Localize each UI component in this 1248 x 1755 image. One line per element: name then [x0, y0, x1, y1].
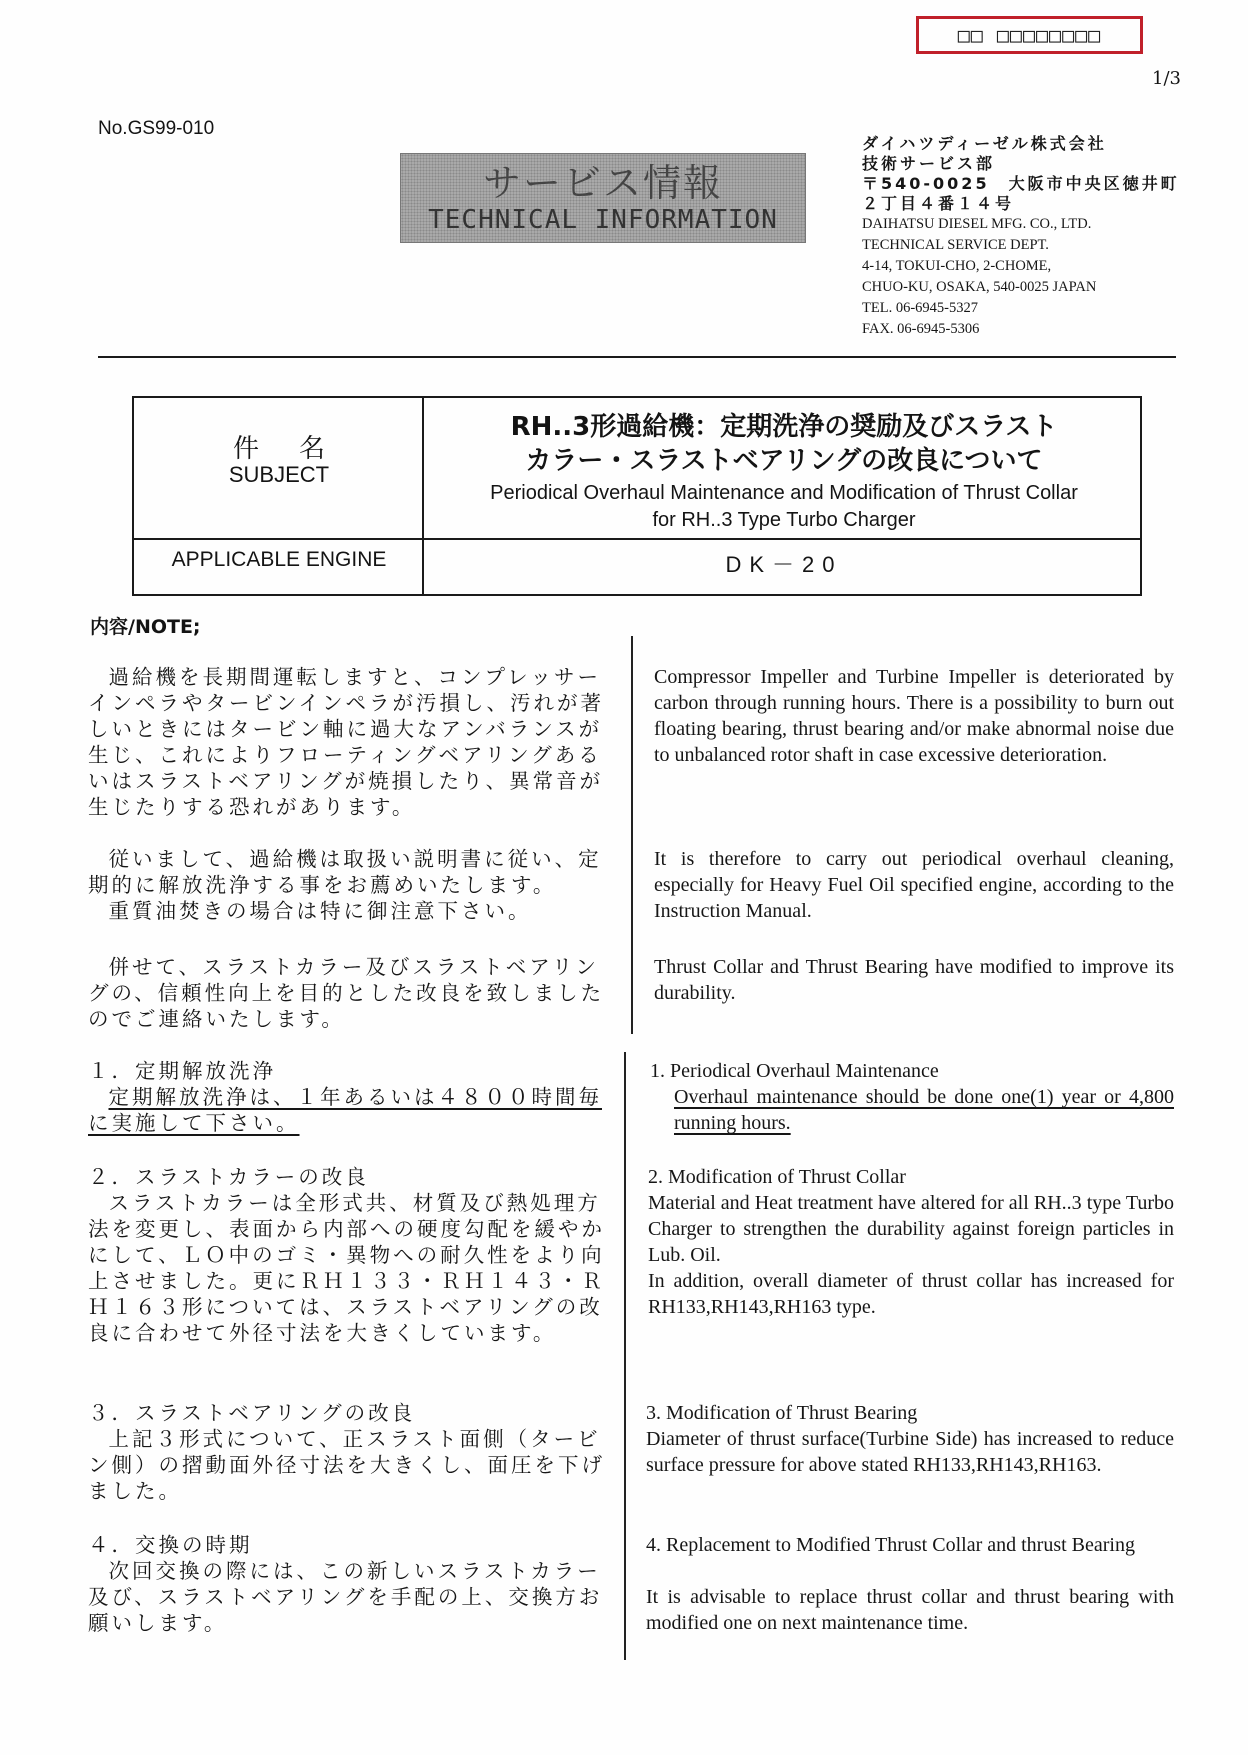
intro-jp-para-4: 併せて、スラストカラー及びスラストベアリングの、信頼性向上を目的とした改良を致しましたのでご連絡いたします。 [88, 955, 605, 1031]
section-1-body-en: Overhaul maintenance should be done one(1) year or 4,800 running hours. [674, 1086, 1174, 1134]
section-3-heading-en: 3. Modification of Thrust Bearing [646, 1402, 918, 1424]
banner-title-jp: サービス情報 [482, 161, 723, 205]
section-4-body-en: It is advisable to replace thrust collar and thrust bearing with modified one on next maintenance time. [646, 1586, 1174, 1634]
subject-label-en: SUBJECT [228, 462, 330, 487]
page-number: 1/3 [1152, 68, 1181, 89]
company-en-line: CHUO-KU, OSAKA, 540-0025 JAPAN [862, 279, 1097, 295]
company-en-line: TECHNICAL SERVICE DEPT. [862, 237, 1049, 253]
section-3-body-jp: 上記３形式について、正スラスト面側（タービン側）の摺動面外径寸法を大きくし、面圧を下げました。 [88, 1427, 605, 1503]
company-jp-line: 技術サービス部 [862, 154, 996, 173]
intro-en-para-2: It is therefore to carry out periodical overhaul cleaning, especially for Heavy Fuel Oil specified engine, according to the Instruction Manual. [654, 848, 1174, 922]
column-divider [624, 1052, 626, 1660]
banner-title-en: TECHNICAL INFORMATION [428, 205, 778, 235]
company-jp-line: 〒540-0025 大阪市中央区徳井町 [862, 174, 1180, 193]
subject-title-jp-line: カラー・スラストベアリングの改良について [525, 446, 1043, 476]
intro-en-para-1: Compressor Impeller and Turbine Impeller is deteriorated by carbon through running hours. There is a possibility to burn out floating bearing, thrust bearing and/or make abnormal noise due to unbalanced rotor shaft in case excessive deterioration. [654, 666, 1174, 766]
section-3-body-en: Diameter of thrust surface(Turbine Side) has increased to reduce surface pressure for above stated RH133,RH143,RH163. [646, 1428, 1174, 1476]
section-1-heading-en: 1. Periodical Overhaul Maintenance [650, 1060, 939, 1082]
note-label: 内容/NOTE; [90, 616, 201, 638]
intro-en-para-3: Thrust Collar and Thrust Bearing have modified to improve its durability. [654, 956, 1174, 1004]
section-3-heading-jp: ３．スラストベアリングの改良 [88, 1401, 416, 1425]
applicable-engine-value: DK－20 [725, 552, 843, 577]
intro-jp-para-1: 過給機を長期間運転しますと、コンプレッサーインペラやタービンインペラが汚損し、汚れが著しいときにはタービン軸に過大なアンバランスが生じ、これによりフローティングベアリングあるいはスラストベアリングが焼損したり、異常音が生じたりする恐れがあります。 [88, 665, 604, 819]
column-divider [631, 636, 633, 1034]
company-tel: TEL. 06-6945-5327 [862, 300, 978, 316]
subject-title-en-line: for RH..3 Type Turbo Charger [652, 509, 916, 531]
section-1-body-jp: 定期解放洗浄は、１年あるいは４８００時間毎に実施して下さい。 [88, 1085, 602, 1135]
section-4-body-jp: 次回交換の際には、この新しいスラストカラー及び、スラストベアリングを手配の上、交換方お願いします。 [88, 1559, 603, 1635]
subject-label-jp: 件名 [232, 434, 365, 464]
section-2-body-jp: スラストカラーは全形式共、材質及び熱処理方法を変更し、表面から内部への硬度勾配を緩やかにして、ＬＯ中のゴミ・異物への耐久性をより向上させました。更にＲＨ１３３・ＲＨ１４３・ＲＨ１６３形については、スラストベアリングの改良に合わせて外径寸法を大きくしています。 [88, 1191, 605, 1345]
company-en-line: DAIHATSU DIESEL MFG. CO., LTD. [862, 216, 1092, 232]
company-en-line: 4-14, TOKUI-CHO, 2-CHOME, [862, 258, 1052, 274]
subject-title-en-line: Periodical Overhaul Maintenance and Modification of Thrust Collar [490, 482, 1078, 504]
subject-title-en [426, 480, 1142, 534]
section-2-body-en: Material and Heat treatment have altered for all RH..3 type Turbo Charger to strengthen the durability against foreign particles in Lub. Oil. [648, 1192, 1174, 1266]
subject-table [132, 396, 1142, 596]
subject-title-jp [426, 410, 1142, 478]
section-4-heading-en: 4. Replacement to Modified Thrust Collar and thrust Bearing [646, 1534, 1135, 1556]
section-2-heading-en: 2. Modification of Thrust Collar [648, 1166, 906, 1188]
intro-jp-para-3: 重質油焚きの場合は特に御注意下さい。 [108, 899, 532, 923]
document-number: No.GS99-010 [98, 118, 215, 139]
subject-title-jp-line: RH..3形過給機：定期洗浄の奨励及びスラスト [510, 412, 1058, 442]
technical-information-banner [400, 153, 806, 243]
document-stamp: □□ □□□□□□□□ [916, 16, 1143, 54]
table-divider-horizontal [134, 538, 1140, 540]
company-jp-line: ダイハツディーゼル株式会社 [862, 134, 1107, 153]
intro-jp-para-2: 従いまして、過給機は取扱い説明書に従い、定期的に解放洗浄する事をお薦めいたします。 [88, 847, 602, 897]
company-jp-line: ２丁目４番１４号 [862, 194, 1015, 213]
section-4-heading-jp: ４．交換の時期 [88, 1533, 253, 1557]
section-1-heading-jp: １．定期解放洗浄 [88, 1059, 276, 1083]
company-address-block [862, 134, 1180, 340]
applicable-engine-label: APPLICABLE ENGINE [171, 548, 387, 571]
section-2-body-en-addition: In addition, overall diameter of thrust collar has increased for RH133,RH143,RH163 type. [648, 1270, 1174, 1318]
company-fax: FAX. 06-6945-5306 [862, 321, 980, 337]
header-rule [98, 356, 1176, 358]
section-2-heading-jp: ２．スラストカラーの改良 [88, 1165, 369, 1189]
